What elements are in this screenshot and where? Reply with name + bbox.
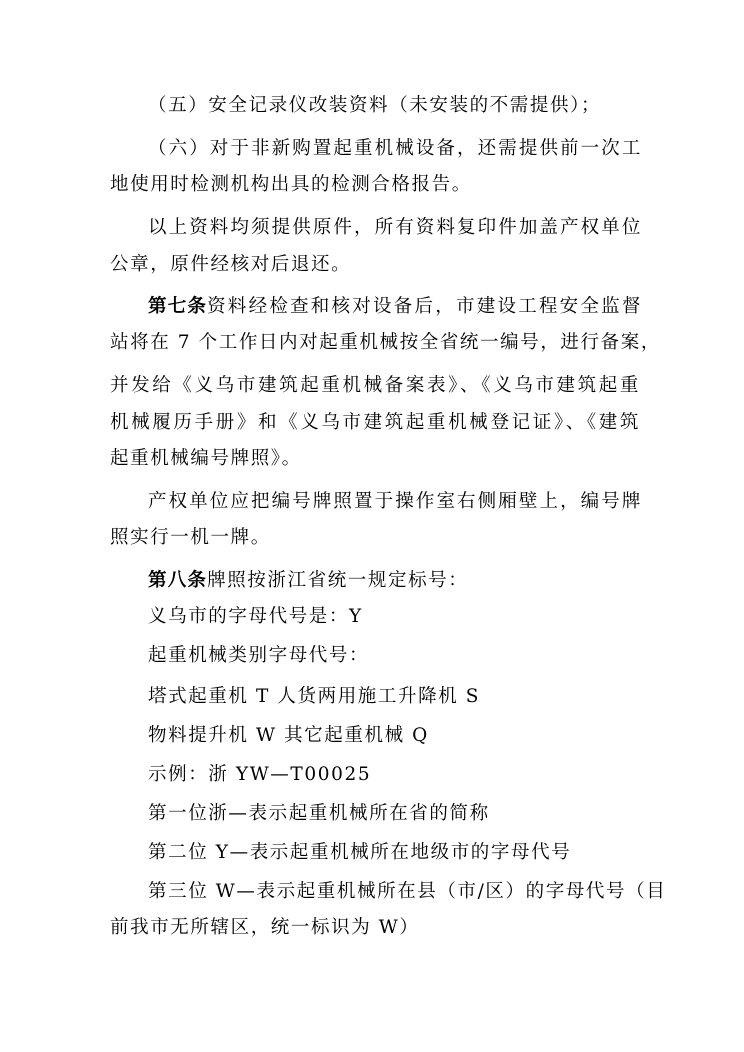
article-7-line-3: 并发给《义乌市建筑起重机械备案表》、《义乌市建筑起重 [110, 375, 640, 396]
digit-2-explanation: 第二位 Y—表示起重机械所在地级市的字母代号 [148, 842, 572, 863]
digit-3-explanation-line-2: 前我市无所辖区，统一标识为 W） [110, 917, 420, 938]
article-7-line-2: 站将在 7 个工作日内对起重机械按全省统一编号，进行备案， [110, 332, 661, 353]
article-7-line-4: 机械履历手册》和《义乌市建筑起重机械登记证》、《建筑 [110, 412, 640, 433]
plate-paragraph-line-1: 产权单位应把编号牌照置于操作室右侧厢壁上，编号牌 [148, 491, 642, 512]
list-item-5: （五）安全记录仪改装资料（未安装的不需提供）； [148, 95, 602, 116]
originals-paragraph-line-2: 公章，原件经核对后退还。 [110, 254, 352, 275]
category-code-heading: 起重机械类别字母代号： [148, 645, 370, 666]
digit-3-explanation-line-1: 第三位 W—表示起重机械所在县（市/区）的字母代号（目 [148, 881, 667, 902]
category-code-line-2: 物料提升机 W 其它起重机械 Q [148, 725, 429, 746]
article-7-text: 资料经检查和核对设备后，市建设工程安全监督 [207, 296, 642, 317]
article-8-line-1 [148, 568, 642, 594]
article-8-heading: 第八条 [148, 570, 208, 591]
article-7-line-1 [148, 294, 642, 320]
category-code-line-1: 塔式起重机 T 人货两用施工升降机 S [148, 686, 481, 707]
article-7-heading: 第七条 [148, 296, 208, 317]
example-line: 示例：浙 YW—T00025 [148, 764, 372, 785]
originals-paragraph-line-1: 以上资料均须提供原件，所有资料复印件加盖产权单位 [148, 217, 642, 238]
city-code-line: 义乌市的字母代号是：Y [148, 606, 363, 627]
list-item-6-line-2: 地使用时检测机构出具的检测合格报告。 [110, 174, 472, 195]
digit-1-explanation: 第一位浙—表示起重机械所在省的简称 [148, 803, 490, 824]
article-7-line-5: 起重机械编号牌照》。 [110, 448, 302, 469]
article-8-text: 牌照按浙江省统一规定标号： [207, 570, 469, 591]
plate-paragraph-line-2: 照实行一机一牌。 [110, 527, 271, 548]
list-item-6-line-1: （六）对于非新购置起重机械设备，还需提供前一次工 [148, 138, 642, 159]
